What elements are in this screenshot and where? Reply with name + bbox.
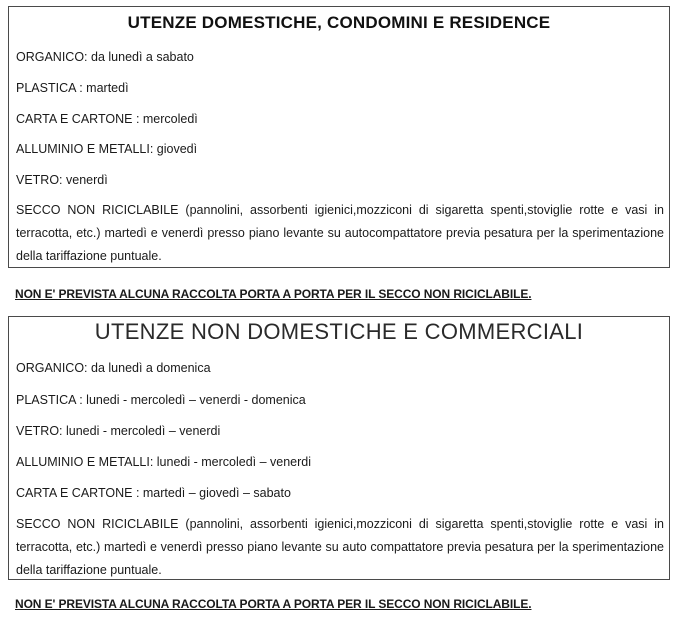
commercial-users-title: UTENZE NON DOMESTICHE E COMMERCIALI xyxy=(94,319,584,344)
organico-schedule: ORGANICO: da lunedì a sabato xyxy=(16,50,194,64)
plastica-schedule: PLASTICA : martedì xyxy=(16,81,129,95)
no-door-to-door-note: NON E' PREVISTA ALCUNA RACCOLTA PORTA A PORTA PER IL SECCO NON RICICLABILE. xyxy=(15,287,532,301)
carta-schedule: CARTA E CARTONE : mercoledì xyxy=(16,112,198,126)
commercial-users-box xyxy=(8,316,670,580)
plastica-schedule: PLASTICA : lunedi - mercoledì – venerdi - domenica xyxy=(16,393,306,407)
no-door-to-door-note: NON E' PREVISTA ALCUNA RACCOLTA PORTA A PORTA PER IL SECCO NON RICICLABILE. xyxy=(15,597,532,611)
alluminio-schedule: ALLUMINIO E METALLI: lunedi - mercoledì – venerdi xyxy=(16,455,312,469)
carta-schedule: CARTA E CARTONE : martedì – giovedì – sabato xyxy=(16,486,291,500)
domestic-users-title: UTENZE DOMESTICHE, CONDOMINI E RESIDENCE xyxy=(127,13,551,32)
secco-schedule: SECCO NON RICICLABILE (pannolini, assorbenti igienici,mozziconi di sigaretta spenti,stoviglie rotte e vasi in terracotta, etc.) martedì e venerdì presso piano levante su auto compattatore previa pesatura per la sperimentazione della tariffazione puntuale. xyxy=(16,517,664,577)
alluminio-schedule: ALLUMINIO E METALLI: giovedì xyxy=(16,142,198,156)
vetro-schedule: VETRO: lunedi - mercoledì – venerdi xyxy=(16,424,221,438)
organico-schedule: ORGANICO: da lunedì a domenica xyxy=(16,361,211,375)
domestic-users-box xyxy=(8,6,670,268)
vetro-schedule: VETRO: venerdì xyxy=(16,173,108,187)
secco-schedule: SECCO NON RICICLABILE (pannolini, assorbenti igienici,mozziconi di sigaretta spenti,stoviglie rotte e vasi in terracotta, etc.) martedì e venerdì presso piano levante su autocompattatore previa pesatura per la sperimentazione della tariffazione puntuale. xyxy=(16,203,664,263)
